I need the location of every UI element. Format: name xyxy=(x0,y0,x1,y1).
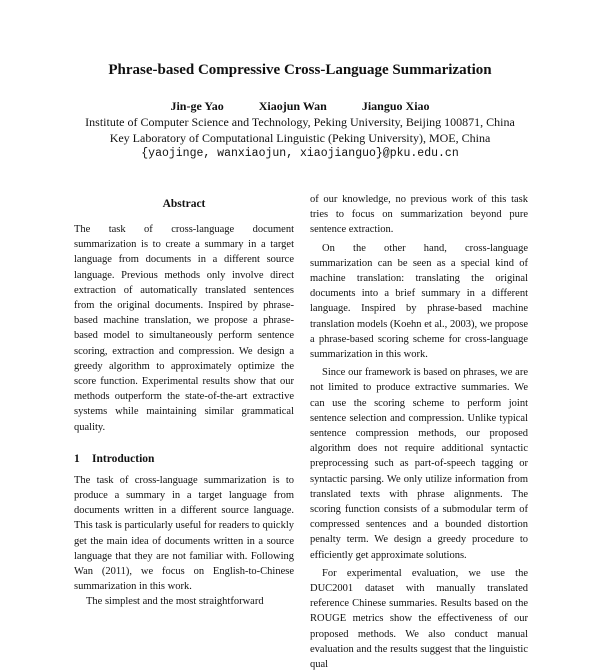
affiliation-line: Key Laboratory of Computational Linguistic (Peking University), MOE, China xyxy=(109,131,491,145)
body-paragraph: For experimental evaluation, we use the DUC2001 dataset with manually translated reference Chinese summaries. Results based on the ROUGE metrics show the effectiveness of our proposed methods. We also conduct manual evaluation and the results suggest that the linguistic qual xyxy=(310,567,528,671)
author-email: {yaojinge, wanxiaojun, xiaojianguo}@pku.edu.cn xyxy=(141,147,459,160)
intro-paragraph: The task of cross-language summarization is to produce a summary in a target language from documents written in a different source language. This task is particularly useful for readers to quickly get the main idea of documents written in a source language that they are not familiar with. Following Wan (2011), we focus on English-to-Chinese summarization in this work. xyxy=(74,474,294,593)
abstract-text: The task of cross-language document summarization is to create a summary in a target language from documents in a different source language. Previous methods only involve direct extraction of automatically translated sentences from the original documents. Inspired by phrase-based machine translation, we propose a phrase-based model to simultaneously perform sentence scoring, extraction and compression. We design a greedy algorithm to approximately optimize the score function. Experimental results show that our methods outperform the state-of-the-art extractive systems while maintaining similar grammatical quality. xyxy=(74,224,294,433)
right-column xyxy=(310,192,528,672)
left-column xyxy=(74,196,294,610)
affiliation-line: Institute of Computer Science and Technology, Peking University, Beijing 100871, China xyxy=(85,115,515,129)
author-name: Xiaojun Wan xyxy=(258,99,327,113)
body-paragraph: of our knowledge, no previous work of this task tries to focus on summarization beyond pure sentence extraction. xyxy=(310,194,528,236)
body-paragraph: On the other hand, cross-language summarization can be seen as a special kind of machine translation: translating the original documents into a brief summary in a different language. Inspired by phrase-based machine translation models (Koehn et al., 2003), we propose a phrase-based scoring scheme for cross-language summarization in this work. xyxy=(310,242,528,361)
section-number: 1 xyxy=(74,452,80,465)
section-title: Introduction xyxy=(92,452,155,465)
intro-paragraph: The simplest and the most straightforward xyxy=(86,596,264,608)
author-name: Jin-ge Yao xyxy=(170,99,224,113)
body-paragraph: Since our framework is based on phrases, we are not limited to produce extractive summaries. We can use the scoring scheme to perform joint sentence selection and compression. Unlike typical sentence compression methods, our proposed algorithm does not require additional syntactic preprocessing such as part-of-speech tagging or syntactic parsing. We only utilize information from translated texts with phrase alignments. The scoring function consists of a submodular term of compressed sentences and a bounded distortion penalty term. We design a greedy procedure to efficiently get approximate solutions. xyxy=(310,367,528,561)
author-list xyxy=(0,98,600,114)
abstract-heading: Abstract xyxy=(162,198,206,210)
paper-title: Phrase-based Compressive Cross-Language Summarization xyxy=(108,62,492,78)
author-name: Jianguo Xiao xyxy=(361,99,430,113)
section-heading xyxy=(74,451,294,467)
